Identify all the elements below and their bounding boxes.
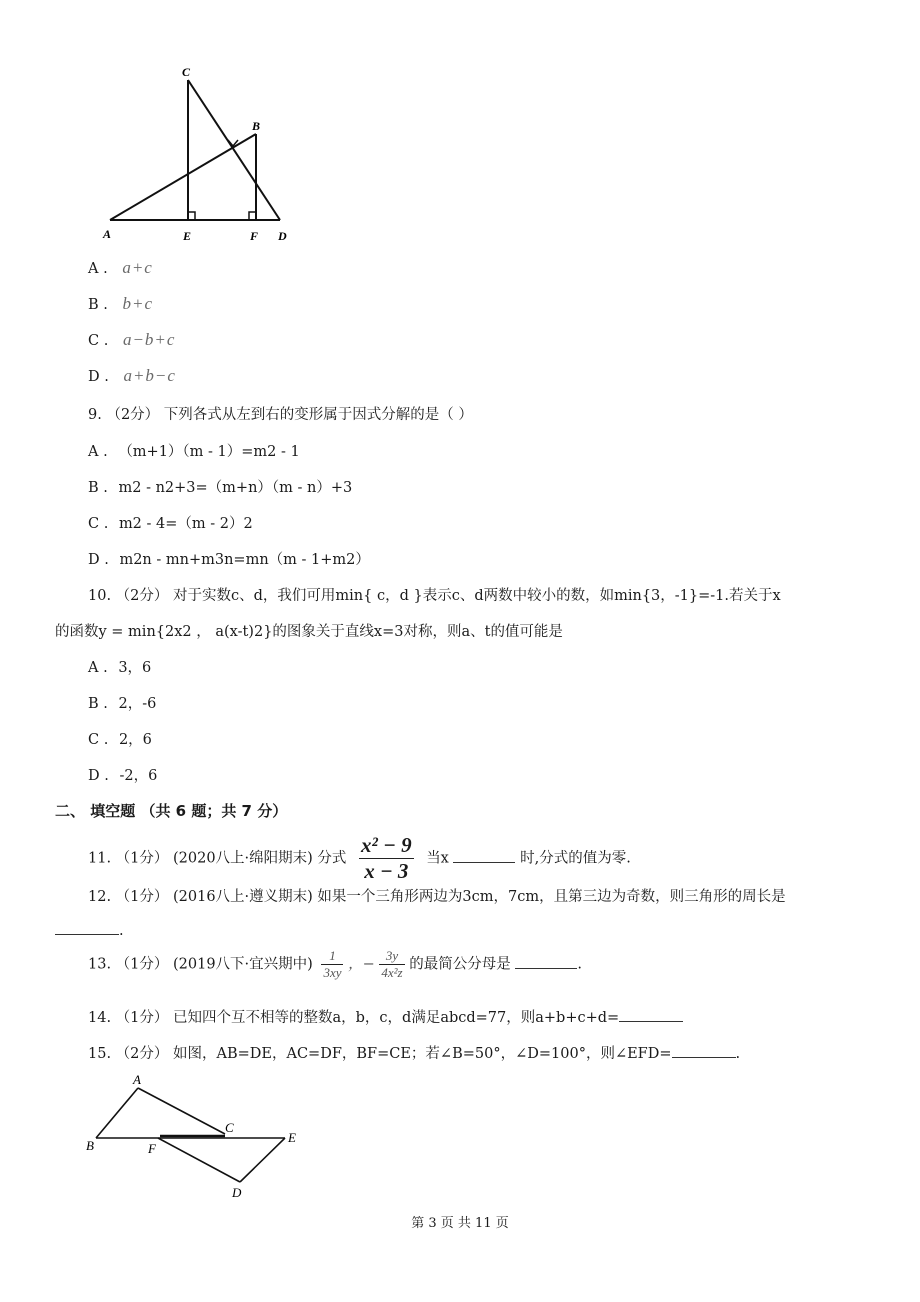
option-letter: B . xyxy=(88,480,108,496)
fig2-label-C: C xyxy=(225,1120,234,1135)
q15 xyxy=(88,1042,740,1063)
option-letter: B . xyxy=(88,696,108,712)
q13-fraction-1-denominator: 3xy xyxy=(323,965,342,980)
option-expr: a−b+c xyxy=(122,330,176,349)
q9-option-d[interactable] xyxy=(88,548,370,569)
q13-answer-blank[interactable] xyxy=(515,954,577,969)
q9-option-a[interactable] xyxy=(88,440,300,461)
q14-answer-blank[interactable] xyxy=(619,1007,683,1022)
fig1-label-D: D xyxy=(278,229,287,243)
q14-text: 14. （1分） 已知四个互不相等的整数a，b，c，d满足abcd=77，则a+b+c+d= xyxy=(88,1010,620,1026)
q15-answer-blank[interactable] xyxy=(672,1043,736,1058)
q10-option-b[interactable] xyxy=(88,692,156,713)
fig2-label-D: D xyxy=(232,1185,242,1200)
option-text: 2，-6 xyxy=(118,696,157,712)
q11-prefix: 11. （1分） (2020八上·绵阳期末) 分式 xyxy=(88,850,347,867)
fig2-line-AB xyxy=(96,1088,138,1138)
q13-fraction-2 xyxy=(379,948,404,981)
option-text: （m+1）（m - 1）=m2 - 1 xyxy=(118,444,300,460)
q11-fraction-numerator: x² − 9 xyxy=(361,833,412,857)
option-letter: D . xyxy=(88,768,109,784)
q13-end: . xyxy=(577,956,582,973)
q8-option-d[interactable] xyxy=(88,366,176,386)
q11-fraction-denominator: x − 3 xyxy=(364,859,409,883)
fig1-label-E: E xyxy=(183,229,192,243)
q9-option-b[interactable] xyxy=(88,476,352,497)
fig2-label-B: B xyxy=(86,1138,94,1153)
q13 xyxy=(88,948,582,981)
option-letter: C . xyxy=(88,516,109,532)
q10-option-d[interactable] xyxy=(88,764,157,785)
fig2-line-DE xyxy=(240,1138,285,1182)
q11 xyxy=(88,833,631,884)
parallelogram-figure-2 xyxy=(80,1070,320,1205)
option-letter: B . xyxy=(88,297,108,313)
q8-option-c[interactable] xyxy=(88,330,175,350)
fig1-right-angle-E xyxy=(188,212,195,220)
option-text: m2 - 4=（m - 2）2 xyxy=(118,516,253,532)
option-letter: C . xyxy=(88,333,109,349)
q11-suffix-b: 时,分式的值为零. xyxy=(520,850,631,867)
q11-answer-blank[interactable] xyxy=(453,848,515,863)
q10-stem-line2: 的函数y = min{2x2 ， a(x-t)2}的图象关于直线x=3对称，则a、t的值可能是 xyxy=(55,624,563,640)
q13-fraction-1 xyxy=(321,948,343,981)
fig2-line-FD xyxy=(158,1138,240,1182)
option-letter: D . xyxy=(88,552,109,568)
q10-option-a[interactable] xyxy=(88,656,151,677)
triangle-figure-1 xyxy=(100,60,310,250)
option-text: m2n - mn+m3n=mn（m - 1+m2） xyxy=(119,552,370,568)
q15-text: 15. （2分） 如图，AB=DE，AC=DF，BF=CE；若∠B=50°，∠D=100°，则∠EFD= xyxy=(88,1046,672,1062)
section-heading-fill-in: 二、 填空题 （共 6 题；共 7 分） xyxy=(55,802,288,820)
fig1-label-B: B xyxy=(252,119,261,133)
option-text: 3，6 xyxy=(118,660,152,676)
option-letter: D . xyxy=(88,369,109,385)
q12-end: . xyxy=(119,923,124,939)
option-letter: A . xyxy=(88,660,108,676)
fig2-line-AC xyxy=(138,1088,225,1134)
q11-fraction xyxy=(359,833,414,884)
q13-suffix: 的最简公分母是 xyxy=(409,956,511,973)
q13-fraction-2-numerator: 3y xyxy=(379,948,404,965)
q13-prefix: 13. （1分） (2019八下·宜兴期中) xyxy=(88,956,313,973)
q12-line1: 12. （1分） (2016八上·遵义期末) 如果一个三角形两边为3cm，7cm，且第三边为奇数，则三角形的周长是 xyxy=(88,889,786,905)
fig1-line-CD xyxy=(188,80,280,220)
q12-answer-blank[interactable] xyxy=(55,920,119,935)
q12-line2 xyxy=(55,920,124,939)
fig1-label-A: A xyxy=(103,227,112,241)
fig2-label-F: F xyxy=(148,1141,156,1156)
option-letter: A . xyxy=(88,261,108,277)
q8-option-a[interactable] xyxy=(88,258,153,278)
option-text: -2，6 xyxy=(119,768,158,784)
fig1-line-AB xyxy=(110,134,256,220)
q13-fraction-1-numerator: 1 xyxy=(321,948,343,965)
option-text: m2 - n2+3=（m+n）（m - n）+3 xyxy=(118,480,353,496)
q14 xyxy=(88,1006,683,1027)
page-footer: 第 3 页 共 11 页 xyxy=(411,1216,509,1231)
fig2-label-A: A xyxy=(133,1072,141,1087)
q11-suffix-a: 当x xyxy=(426,850,454,867)
fig2-label-E: E xyxy=(288,1130,296,1145)
option-expr: a+c xyxy=(122,258,153,277)
q15-end: . xyxy=(735,1046,741,1062)
fig1-label-F: F xyxy=(250,229,259,243)
q13-separator: ，− xyxy=(348,956,375,973)
q13-fraction-2-denominator: 4x²z xyxy=(381,965,403,980)
option-expr: a+b−c xyxy=(123,366,176,385)
fig1-label-C: C xyxy=(182,65,191,79)
option-letter: A . xyxy=(88,444,108,460)
fig1-right-angle-F xyxy=(249,212,256,220)
q9-option-c[interactable] xyxy=(88,512,253,533)
option-text: 2，6 xyxy=(118,732,152,748)
q9-stem: 9. （2分） 下列各式从左到右的变形属于因式分解的是（ ） xyxy=(88,407,473,423)
option-expr: b+c xyxy=(122,294,154,313)
q8-option-b[interactable] xyxy=(88,294,153,314)
q10-option-c[interactable] xyxy=(88,728,152,749)
q10-stem-line1: 10. （2分） 对于实数c、d，我们可用min{ c，d }表示c、d两数中较小的数，如min{3，-1}=-1.若关于x xyxy=(88,588,781,604)
option-letter: C . xyxy=(88,732,109,748)
